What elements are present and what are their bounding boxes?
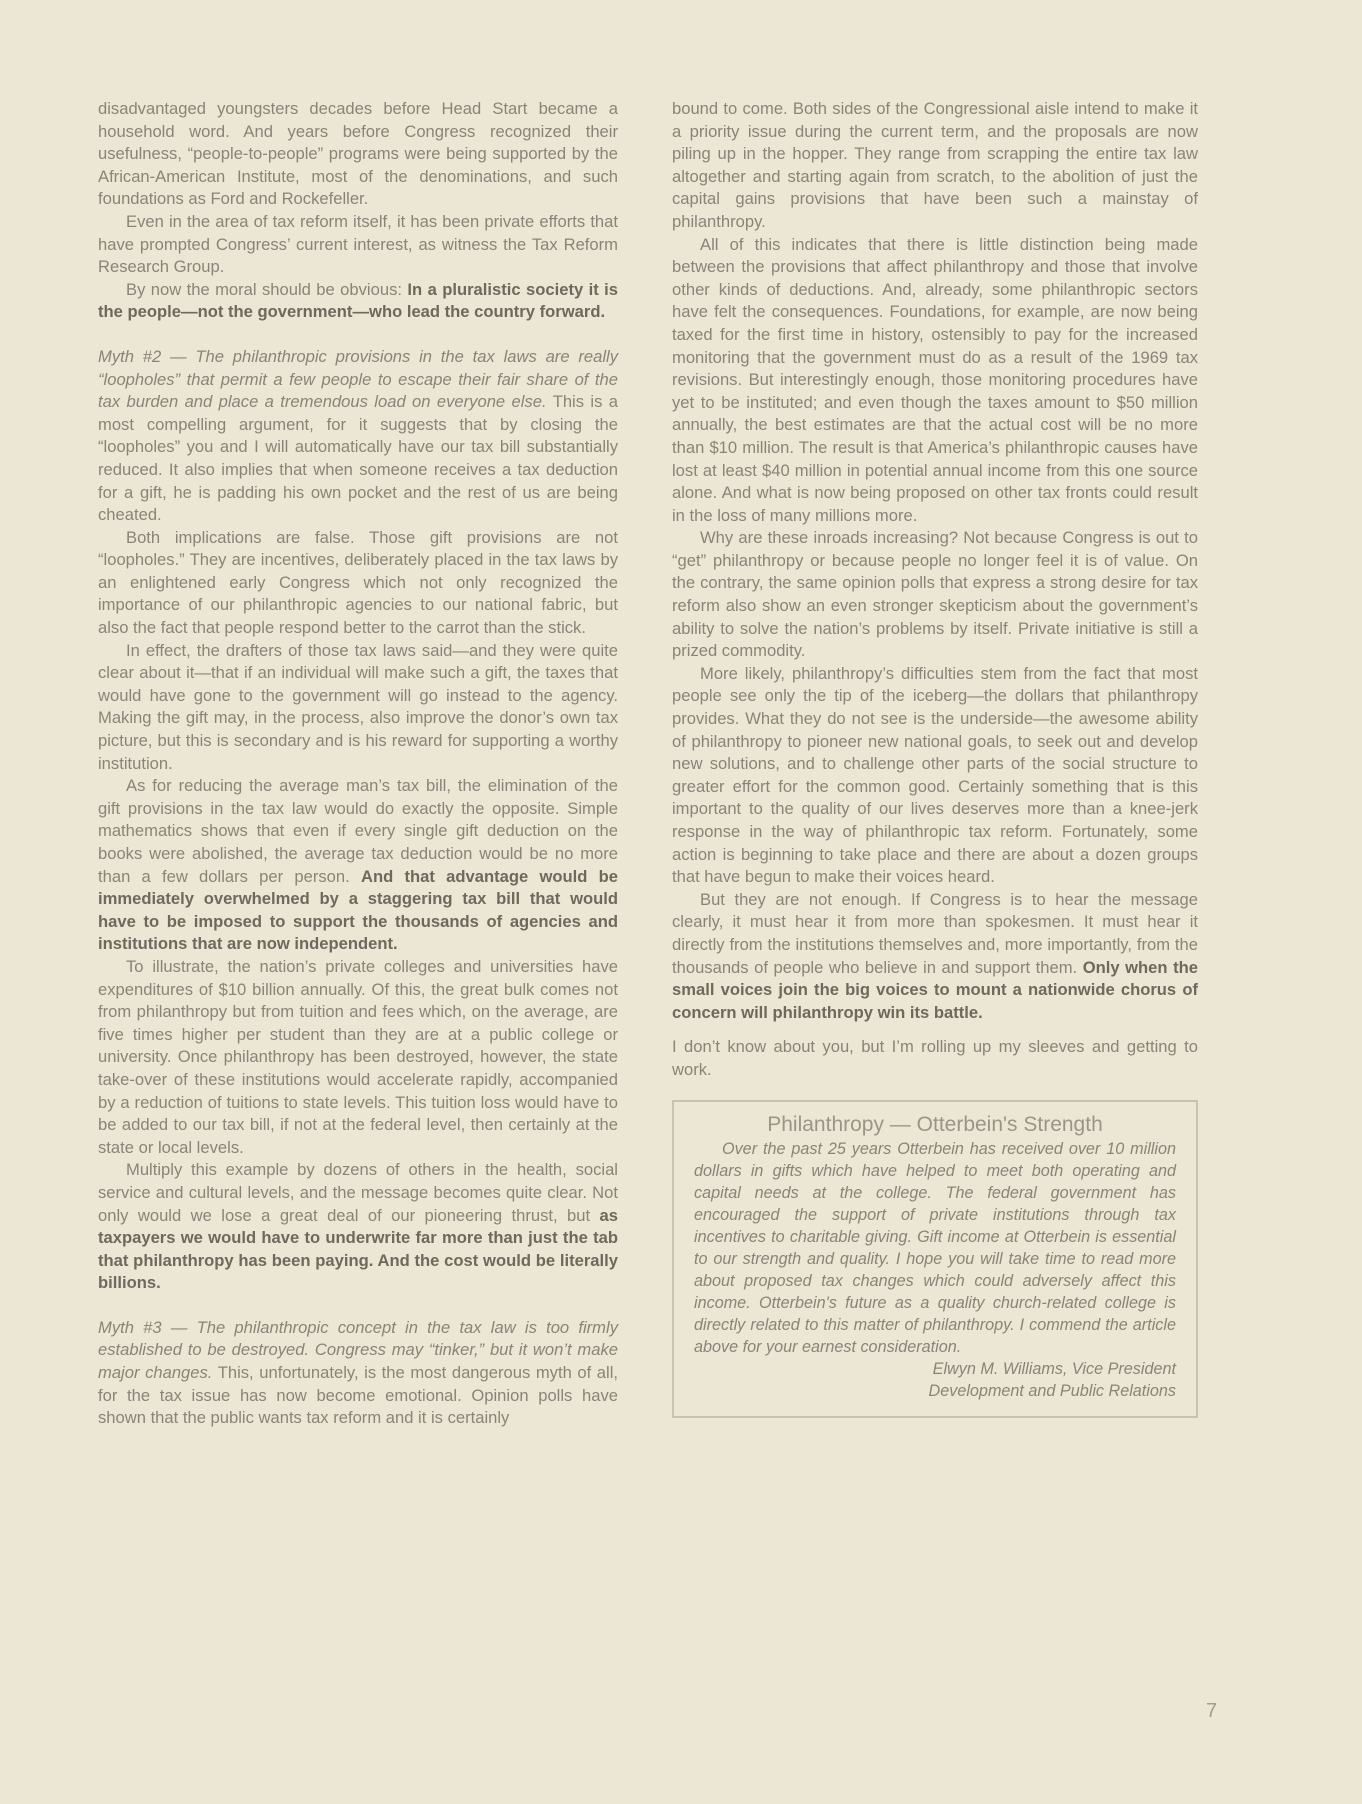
paragraph: disadvantaged youngsters decades before Head Start became a household word. And years before Congress recognized their usefulness, “people-to-people” programs were being supported by the African-American Institute, most of the denominations, and such foundations as Ford and Rockefeller. — [98, 99, 618, 209]
paragraph: I don’t know about you, but I’m rolling up my sleeves and getting to work. — [672, 1037, 1198, 1079]
bold-statement: And that advantage would be immediately overwhelmed by a staggering tax bill that would have to be imposed to support the thousands of agencies and institutions that are now independent. — [98, 866, 618, 954]
bold-statement: Only when the small voices join the big voices to mount a nationwide chorus of concern will philanthropy win its battle. — [672, 957, 1198, 1022]
paragraph: To illustrate, the nation’s private colleges and universities have expenditures of $10 billion annually. Of this, the great bulk comes not from philanthropy but from tuition and fees which, on the average, are five times higher per student than they are at a public college or university. Once philanthropy has been destroyed, however, the state take-over of these institutions would accelerate rapidly, accompanied by a reduction of tuitions to state levels. This tuition loss would have to be added to our tax bill, if not at the federal level, then certainly at the state or local levels. — [98, 956, 618, 1157]
paragraph: bound to come. Both sides of the Congressional aisle intend to make it a priority issue during the current term, and the proposals are now piling up in the hopper. They range from scrapping the entire tax law altogether and starting again from scratch, to the abolition of just the capital gains provisions that have been such a mainstay of philanthropy. — [672, 99, 1198, 231]
paragraph: As for reducing the average man’s tax bill, the elimination of the gift provisions in the tax law would do exactly the opposite. Simple mathematics shows that even if every single gift deduction on the books were abolished, the average tax deduction would be no more than a few dollars per person. And that advantage would be immediately overwhelmed by a staggering tax bill that would have to be imposed to support the thousands of agencies and institutions that are now independent. — [98, 776, 618, 954]
right-column — [672, 98, 1198, 1418]
paragraph: Both implications are false. Those gift provisions are not “loopholes.” They are incentives, deliberately placed in the tax laws by an enlightened early Congress which not only recognized the importance of our philanthropic agencies to our national fabric, but also the fact that people respond better to the carrot than the stick. — [98, 527, 618, 638]
moral-statement: In a pluralistic society it is the people—not the government—who lead the country forward. — [98, 279, 618, 322]
box-body: Over the past 25 years Otterbein has received over 10 million dollars in gifts which have helped to meet both operating and capital needs at the college. The federal government has encouraged the support of private institutions through tax incentives to charitable giving. Gift income at Otterbein is essential to our strength and quality. I hope you will take time to read more about proposed tax changes which could adversely affect this income. Otterbein's future as a quality church-related college is directly related to this matter of philanthropy. I commend the article above for your earnest consideration. — [694, 1139, 1176, 1356]
paragraph: More likely, philanthropy’s difficulties stem from the fact that most people see only the tip of the iceberg—the dollars that philanthropy provides. What they do not see is the underside—the awesome ability of philanthropy to pioneer new national goals, to seek out and develop new solutions, and to challenge other parts of the social structure to greater effort for the common good. Certainly something that is this important to the quality of our lives deserves more than a knee-jerk response in the way of philanthropic tax reform. Fortunately, some action is beginning to take place and there are about a dozen groups that have begun to make their voices heard. — [672, 663, 1198, 887]
moral-lead: By now the moral should be obvious: — [126, 279, 402, 299]
paragraph: Even in the area of tax reform itself, it has been private efforts that have prompted Congress’ current interest, as witness the Tax Reform Research Group. — [98, 211, 618, 277]
left-column — [98, 98, 618, 1430]
myth-heading: Myth #2 — The philanthropic provisions in the tax laws are really “loopholes” that permit a few people to escape their fair share of the tax burden and place a tremendous load on everyone else. — [98, 346, 618, 412]
signature-name: Elwyn M. Williams, Vice President — [932, 1359, 1176, 1378]
paragraph: Myth #2 — The philanthropic provisions in the tax laws are really “loopholes” that permit a few people to escape their fair share of the tax burden and place a tremendous load on everyone else. This is a most compelling argument, for it suggests that by closing the “loopholes” you and I will automatically have our tax bill substantially reduced. It also implies that when someone receives a tax deduction for a gift, he is padding his own pocket and the rest of us are being cheated. — [98, 346, 619, 525]
paragraph: Myth #3 — The philanthropic concept in the tax law is too firmly established to be destroyed. Congress may “tinker,” but it won’t make major changes. This, unfortunately, is the most dangerous myth of all, for the tax issue has now become emotional. Opinion polls have shown that the public wants tax reform and it is certainly — [98, 1317, 619, 1428]
sidebar-box — [672, 1100, 1198, 1418]
page-number: 7 — [1206, 1700, 1218, 1722]
box-title: Philanthropy — Otterbein's Strength — [767, 1112, 1103, 1136]
signature-title: Development and Public Relations — [928, 1381, 1176, 1400]
paragraph: But they are not enough. If Congress is to hear the message clearly, it must hear it from more than spokesmen. It must hear it directly from the institutions themselves and, more importantly, from the thousands of people who believe in and support them. Only when the small voices join the big voices to mount a nationwide chorus of concern will philanthropy win its battle. — [672, 889, 1198, 1022]
paragraph: All of this indicates that there is little distinction being made between the provisions that affect philanthropy and those that involve other kinds of deductions. And, already, some philanthropic sectors have felt the consequences. Foundations, for example, are now being taxed for the first time in history, ostensibly to pay for the increased monitoring that the government must do as a result of the 1969 tax revisions. But interestingly enough, those monitoring procedures have yet to be instituted; and even though the taxes amount to $50 million annually, the best estimates are that the actual cost will be no more than $10 million. The result is that America’s philanthropic causes have lost at least $40 million in potential annual income from this one source alone. And what is now being proposed on other tax fronts could result in the loss of many millions more. — [672, 234, 1198, 525]
paragraph: In effect, the drafters of those tax laws said—and they were quite clear about it—that if an individual will make such a gift, the taxes that would have gone to the government will go instead to the agency. Making the gift may, in the process, also improve the donor’s own tax picture, but this is secondary and is his reward for supporting a worthy institution. — [98, 640, 618, 773]
myth-heading: Myth #3 — The philanthropic concept in the tax law is too firmly established to be destroyed. Congress may “tinker,” but it won’t make major changes. — [98, 1317, 618, 1383]
paragraph: Multiply this example by dozens of others in the health, social service and cultural levels, and the message becomes quite clear. Not only would we lose a great deal of our pioneering thrust, but as taxpayers we would have to underwrite far more than just the tab that philanthropy has been paying. And the cost would be literally billions. — [98, 1160, 618, 1293]
paragraph: Why are these inroads increasing? Not because Congress is out to “get” philanthropy or because people no longer feel it is of value. On the contrary, the same opinion polls that express a strong desire for tax reform also show an even stronger skepticism about the government’s ability to solve the nation’s problems by itself. Private initiative is still a prized commodity. — [672, 528, 1198, 661]
paragraph — [98, 279, 618, 324]
bold-statement: as taxpayers we would have to underwrite far more than just the tab that philanthropy has been paying. And the cost would be literally billions. — [98, 1205, 618, 1293]
